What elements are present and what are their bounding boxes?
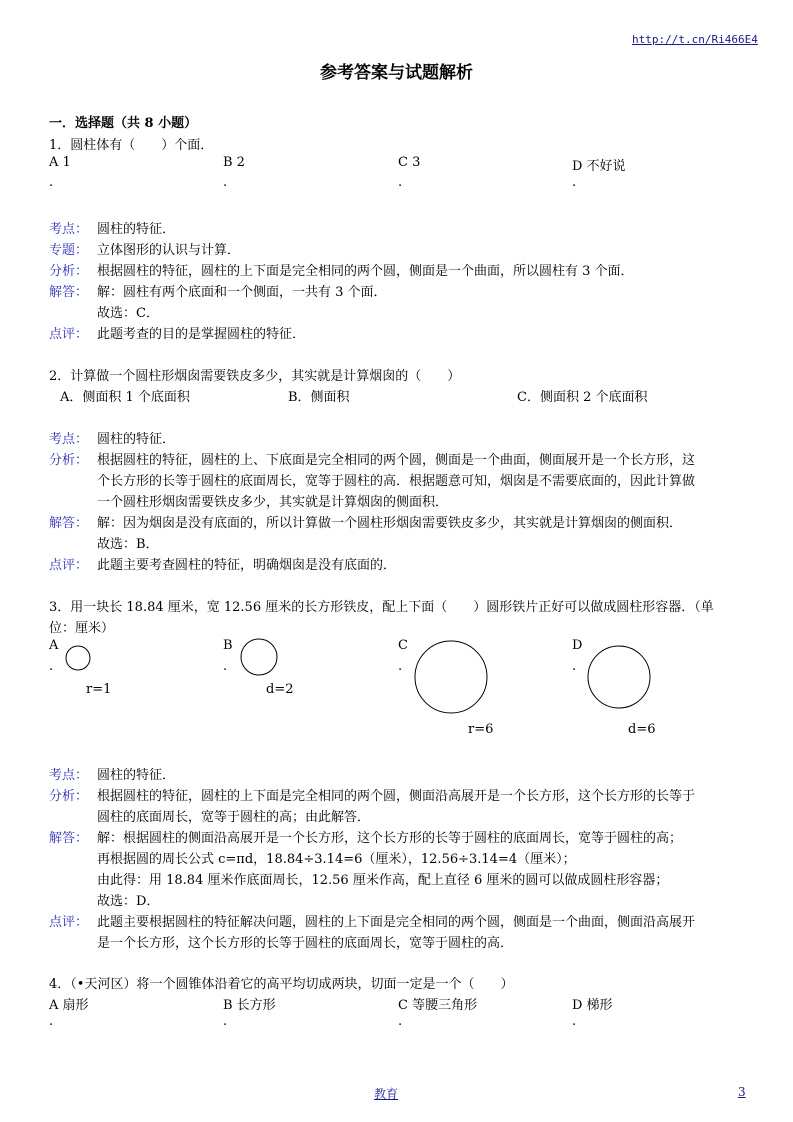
q3-stem-line: 3．用一块长 18.84 厘米，宽 12.56 厘米的长方形铁皮，配上下面（ ）圆形铁片正好可以做成圆柱形容器．（单 (49, 600, 714, 615)
q1-dianping: 此题考查的目的是掌握圆柱的特征． (97, 327, 306, 342)
circle-option-c (415, 641, 487, 713)
label-dianping: 点评： (49, 558, 89, 573)
q3-jieda-line: 由此得：用 18.84 厘米作底面周长，12.56 厘米作高，配上直径 6 厘米的圆可以做成圆柱形容器； (97, 873, 669, 888)
q1-option-d: D 不好说 (572, 159, 626, 174)
q3-option-b: B (223, 638, 233, 653)
q4-option-d: D 梯形 (572, 998, 613, 1013)
q1-kaodian: 圆柱的特征． (97, 222, 176, 237)
q2-option-a: A．侧面积 1 个底面积 (60, 390, 190, 405)
option-dot: . (49, 1014, 54, 1029)
q3-jieda-line: 故选：D． (97, 894, 160, 909)
option-dot: . (398, 175, 403, 190)
label-fenxi: 分析： (49, 789, 89, 804)
q3-option-c: C (398, 638, 408, 653)
option-dot: . (223, 1014, 228, 1029)
q3-dianping-line: 此题主要根据圆柱的特征解决问题，圆柱的上下面是完全相同的两个圆，侧面是一个曲面，侧面沿高展开 (97, 915, 696, 930)
label-zhuanti: 专题： (49, 243, 89, 258)
label-fenxi: 分析： (49, 264, 89, 279)
q2-jieda-line: 解：因为烟囱是没有底面的，所以计算做一个圆柱形烟囱需要铁皮多少，其实就是计算烟囱的侧面积． (97, 516, 683, 531)
q2-fenxi-line: 个长方形的长等于圆柱的底面周长，宽等于圆柱的高．根据题意可知，烟囱是不需要底面的，因此计算做 (97, 474, 696, 489)
q3-stem-line: 位：厘米） (49, 621, 115, 636)
q3-dianping-line: 是一个长方形，这个长方形的长等于圆柱的底面周长，宽等于圆柱的高． (97, 936, 514, 951)
header-url-link[interactable]: http://t.cn/Ri466E4 (632, 33, 758, 46)
circle-option-a (66, 646, 90, 670)
option-dot: . (223, 175, 228, 190)
q3-jieda-line: 解：根据圆柱的侧面沿高展开是一个长方形，这个长方形的长等于圆柱的底面周长，宽等于圆柱的高； (97, 831, 683, 846)
label-kaodian: 考点： (49, 432, 89, 447)
q1-stem: 1．圆柱体有（ ）个面． (49, 138, 214, 153)
q1-fenxi: 根据圆柱的特征，圆柱的上下面是完全相同的两个圆，侧面是一个曲面，所以圆柱有 3 个面． (97, 264, 634, 279)
q3-caption-d: d=6 (628, 722, 656, 737)
q2-fenxi-line: 一个圆柱形烟囱需要铁皮多少，其实就是计算烟囱的侧面积． (97, 495, 449, 510)
q3-fenxi-line: 根据圆柱的特征，圆柱的上下面是完全相同的两个圆，侧面沿高展开是一个长方形，这个长方形的长等于 (97, 789, 696, 804)
q1-zhuanti: 立体图形的认识与计算． (97, 243, 241, 258)
q3-option-d: D (572, 638, 583, 653)
page-number: 3 (738, 1085, 746, 1099)
q3-kaodian: 圆柱的特征． (97, 768, 176, 783)
label-kaodian: 考点： (49, 222, 89, 237)
q2-fenxi-line: 根据圆柱的特征，圆柱的上、下底面是完全相同的两个圆，侧面是一个曲面，侧面展开是一个长方形，这 (97, 453, 696, 468)
q4-option-a: A 扇形 (49, 998, 89, 1013)
q4-option-b: B 长方形 (223, 998, 276, 1013)
option-dot: . (398, 659, 403, 674)
label-kaodian: 考点： (49, 768, 89, 783)
option-dot: . (49, 659, 54, 674)
option-dot: . (49, 175, 54, 190)
option-dot: . (223, 659, 228, 674)
q1-option-c: C 3 (398, 155, 421, 170)
label-dianping: 点评： (49, 327, 89, 342)
circle-option-d (588, 646, 650, 708)
q3-caption-c: r=6 (468, 722, 494, 737)
q3-jieda-line: 再根据圆的周长公式 c=πd，18.84÷3.14=6（厘米），12.56÷3.14=4（厘米）； (97, 852, 576, 867)
q3-caption-a: r=1 (86, 682, 112, 697)
q2-jieda-line: 故选：B． (97, 537, 159, 552)
q1-jieda-line: 故选：C． (97, 306, 159, 321)
label-jieda: 解答： (49, 831, 89, 846)
label-jieda: 解答： (49, 516, 89, 531)
footer-link[interactable]: 教育 (374, 1087, 399, 1101)
q3-option-a: A (49, 638, 59, 653)
label-dianping: 点评： (49, 915, 89, 930)
option-dot: . (572, 1014, 577, 1029)
q2-option-c: C．侧面积 2 个底面积 (517, 390, 648, 405)
label-jieda: 解答： (49, 285, 89, 300)
q2-dianping: 此题主要考查圆柱的特征，明确烟囱是没有底面的． (97, 558, 397, 573)
page-title: 参考答案与试题解析 (320, 63, 473, 83)
q3-caption-b: d=2 (266, 682, 294, 697)
q4-stem: 4．（•天河区）将一个圆锥体沿着它的高平均切成两块，切面一定是一个（ ） (49, 977, 514, 992)
option-dot: . (572, 175, 577, 190)
circle-option-b (241, 639, 277, 675)
option-dot: . (572, 659, 577, 674)
q2-option-b: B．侧面积 (288, 390, 350, 405)
section-heading: 一．选择题（共 8 小题） (49, 116, 198, 131)
q1-option-b: B 2 (223, 155, 245, 170)
q3-fenxi-line: 圆柱的底面周长，宽等于圆柱的高；由此解答． (97, 810, 371, 825)
q1-jieda-line: 解：圆柱有两个底面和一个侧面，一共有 3 个面． (97, 285, 387, 300)
q4-option-c: C 等腰三角形 (398, 998, 478, 1013)
label-fenxi: 分析： (49, 453, 89, 468)
option-dot: . (398, 1014, 403, 1029)
q1-option-a: A 1 (49, 155, 71, 170)
q2-kaodian: 圆柱的特征． (97, 432, 176, 447)
q2-stem: 2．计算做一个圆柱形烟囱需要铁皮多少，其实就是计算烟囱的（ ） (49, 369, 461, 384)
